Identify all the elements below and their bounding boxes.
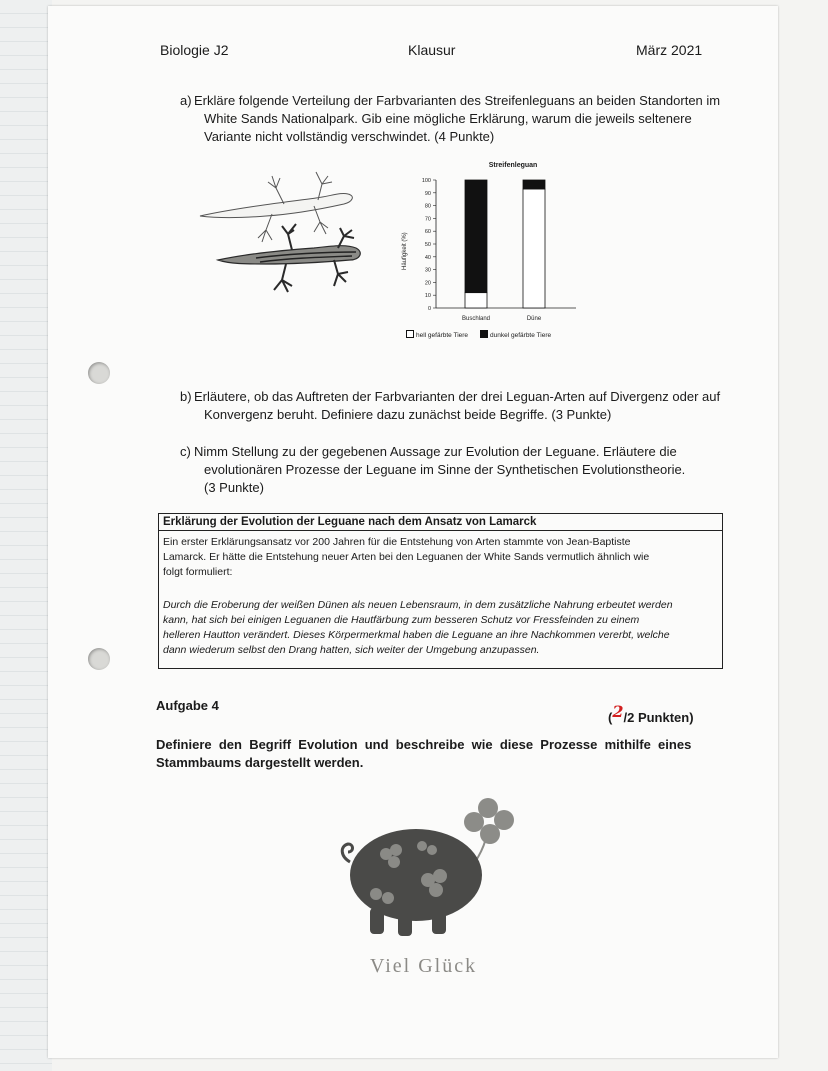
chart-legend [406, 330, 551, 339]
y-tick-label: 50 [424, 242, 431, 248]
task-a-label: a) [180, 93, 192, 108]
task-b-line: Konvergenz beruht. Definiere dazu zunächst beide Begriffe. (3 Punkte) [204, 407, 612, 422]
chart-title: Streifenleguan [488, 162, 538, 169]
lamarck-box-title: Erklärung der Evolution der Leguane nach dem Ansatz von Lamarck [159, 514, 722, 531]
lamarck-intro-line: folgt formuliert: [163, 566, 233, 578]
chart-plot [398, 158, 608, 328]
bar-buschland-series-1 [465, 180, 487, 293]
legend-item-dark: dunkel gefärbte Tiere [480, 330, 551, 339]
header-date: März 2021 [636, 42, 703, 58]
task-c [180, 443, 754, 497]
y-tick-label: 40 [424, 254, 431, 261]
good-luck-stamp: Viel Glück [370, 955, 478, 977]
chart-y-axis-label: Häufigkeit (%) [402, 232, 408, 270]
task-a [180, 92, 754, 146]
lizard-illustration [196, 158, 386, 308]
punch-hole-top [88, 362, 110, 384]
aufgabe4-line: Stammbaums dargestellt werden. [156, 755, 364, 770]
task-a-line: Variante nicht vollständig verschwindet. (4 Punkte) [204, 129, 495, 144]
legend-item-light: hell gefärbte Tiere [406, 330, 468, 339]
notebook-margin [0, 0, 52, 1071]
points-text: /2 Punkten) [623, 710, 694, 725]
x-tick-label: Buschland [461, 316, 491, 322]
task-b [180, 388, 754, 424]
x-tick-label: Düne [526, 316, 542, 322]
lamarck-quote [159, 580, 722, 658]
task-c-line: Nimm Stellung zu der gegebenen Aussage zur Evolution der Leguane. Erläutere die [194, 444, 677, 459]
bar-chart [398, 158, 608, 343]
lamarck-quote-line: helleren Hautton verändert. Dieses Körpermerkmal haben die Leguane an ihre Nachkommen vererbt, welche [163, 629, 670, 641]
task-a-line: Erkläre folgende Verteilung der Farbvarianten des Streifenleguans an beiden Standorten im [194, 93, 721, 108]
header-subject: Biologie J2 [160, 42, 229, 58]
y-tick-label: 30 [424, 267, 431, 274]
lamarck-quote-line: kann, hat sich bei einigen Leguanen die Hautfärbung zum besseren Schutz vor Fressfeinden zu einem [163, 614, 640, 626]
y-tick-label: 20 [424, 280, 431, 287]
y-tick-label: 10 [424, 293, 431, 300]
task-b-label: b) [180, 389, 192, 404]
task-c-line: evolutionären Prozesse der Leguane im Sinne der Synthetischen Evolutionstheorie. [204, 462, 686, 477]
aufgabe4-points [608, 702, 694, 725]
aufgabe4-title: Aufgabe 4 [156, 698, 219, 713]
punch-hole-bottom [88, 648, 110, 670]
task-a-line: White Sands Nationalpark. Gib eine mögliche Erklärung, warum die jeweils seltenere [204, 111, 692, 126]
bar-düne-series-1 [523, 180, 545, 189]
lamarck-box [158, 513, 723, 669]
bar-buschland-series-0 [465, 293, 487, 308]
y-tick-label: 90 [424, 190, 431, 197]
y-tick-label: 0 [427, 306, 431, 312]
task-c-label: c) [180, 444, 191, 459]
y-tick-label: 80 [424, 203, 431, 210]
light-lizard [200, 172, 352, 242]
y-tick-label: 60 [424, 229, 431, 236]
lamarck-quote-line: Durch die Eroberung der weißen Dünen als neuen Lebensraum, in dem zusätzliche Nahrung erbeutet werden [163, 599, 673, 611]
lamarck-quote-line: dann wiederum selbst den Drang hatten, sich weiter der Umgebung anzupassen. [163, 644, 540, 656]
lamarck-intro [159, 531, 722, 580]
lucky-pig-illustration [336, 790, 526, 950]
aufgabe4-line: Definiere den Begriff Evolution und beschreibe wie diese Prozesse mithilfe eines [156, 737, 692, 752]
dark-lizard [218, 224, 360, 292]
bar-düne-series-0 [523, 189, 545, 308]
pig-icon [342, 829, 482, 936]
aufgabe4-text [156, 736, 746, 772]
handwritten-score: 2 [612, 702, 624, 721]
task-b-line: Erläutere, ob das Auftreten der Farbvarianten der drei Leguan-Arten auf Divergenz oder auf [194, 389, 721, 404]
lamarck-intro-line: Ein erster Erklärungsansatz vor 200 Jahren für die Entstehung von Arten stammte von Jean-Baptiste [163, 536, 631, 548]
lamarck-intro-line: Lamarck. Er hätte die Entstehung neuer Arten bei den Leguanen der White Sands vermutlich ähnlich wie [163, 551, 650, 563]
points-open: ( [608, 710, 613, 725]
task-c-line: (3 Punkte) [204, 480, 264, 495]
y-tick-label: 70 [424, 216, 431, 223]
y-tick-label: 100 [421, 178, 431, 184]
header-type: Klausur [408, 42, 456, 58]
